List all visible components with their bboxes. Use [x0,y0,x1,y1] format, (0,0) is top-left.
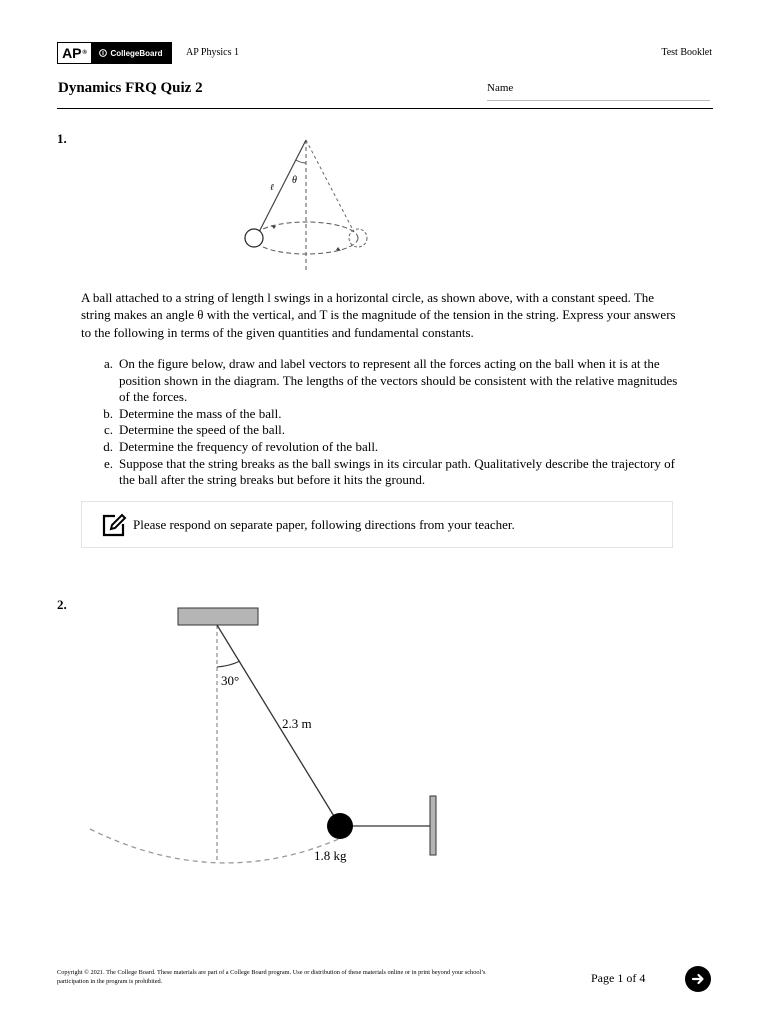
name-label: Name [487,82,514,94]
question-number-1: 1. [57,131,67,146]
ceiling-support [178,608,258,625]
pendulum-figure [85,600,455,875]
angle-label: 30° [221,673,240,688]
list-item: b. Determine the mass of the ball. [103,405,282,421]
next-page-button[interactable] [685,966,711,992]
logo-ap: AP ® [58,43,91,63]
ap-collegeboard-logo [57,42,172,64]
pencil-edit-icon [101,512,127,538]
question1-text: A ball attached to a string of length l swings in a horizontal circle, as shown above, with a constant speed. The string makes an angle θ with the vertical, and T is the magnitude of the tension in the string. Express your answers to the following in terms of the given quantities and fundamental constants. [81,290,676,340]
question-number-2: 2. [57,597,67,612]
list-item: e. Suppose that the string breaks as the ball swings in its circular path. Qualitatively describe the trajectory of the ball after the string breaks but before it hits the ground. [103,455,675,488]
booklet-label: Test Booklet [661,47,712,58]
ball [327,813,353,839]
response-instructions-text: Please respond on separate paper, following directions from your teacher. [133,516,515,532]
acorn-icon [99,49,107,57]
header-divider [57,108,713,109]
pendulum-string [259,140,306,232]
angle-theta-label: θ [292,175,297,186]
conical-pendulum-figure [236,136,376,272]
list-item: d. Determine the frequency of revolution of the ball. [103,438,379,454]
arrow-right-icon [690,971,706,987]
response-instructions-box [81,501,673,548]
string-length-label: ℓ [270,182,274,192]
list-item: a. On the figure below, draw and label vectors to represent all the forces acting on the ball when it is at the position shown in the diagram. The lengths of the vectors should be consistent with the relative magnitudes of the forces. [103,356,678,405]
wall-support [430,796,436,855]
page-number: Page 1 of 4 [591,971,646,985]
page-title: Dynamics FRQ Quiz 2 [58,80,203,96]
copyright-notice: Copyright © 2021. The College Board. These materials are part of a College Board program. Use or distribution of these materials online or in print beyond your school’s participation in the program is prohibited. [57,969,486,985]
mass-label: 1.8 kg [314,848,347,863]
list-item: c. Determine the speed of the ball. [103,422,286,438]
question1-parts [81,356,681,489]
ball [245,229,263,247]
course-name: AP Physics 1 [186,47,239,58]
pendulum-string [217,625,340,826]
length-label: 2.3 m [282,716,312,731]
name-field-line [487,100,710,101]
logo-collegeboard: CollegeBoard [91,43,171,63]
